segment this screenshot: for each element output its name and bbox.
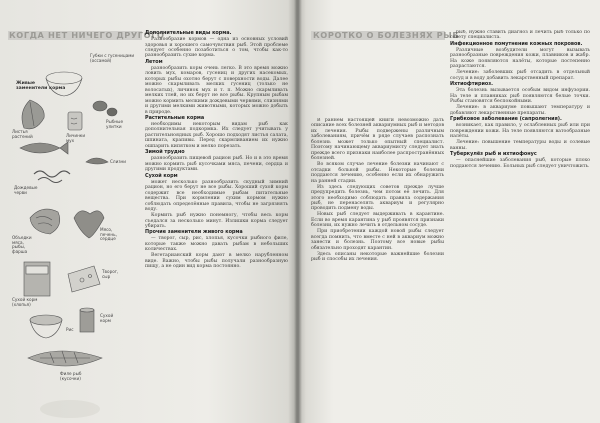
- label-rice: Рис: [66, 327, 74, 332]
- left-col-paragraph: Вегетарианский корм дают в мелко нарубленном виде. Важно, чтобы рыбы получали разнообразную пищу, а не один вид корма постоянно.: [145, 253, 288, 270]
- label-larvae: Личинки мух: [66, 133, 86, 143]
- right-col2-subheading: Грибковое заболевание (сапролегния).: [450, 116, 562, 123]
- right-col1-paragraph: Новых рыб следует выдерживать в карантине. Если во время карантина у рыб проявятся признаки болезни, их нужно лечить в отдельном сосуде.: [311, 212, 444, 229]
- left-page: [0, 0, 297, 423]
- left-col-subheading: Зимой трудно: [145, 149, 185, 156]
- right-col1-paragraph: При приобретении каждой новой рыбы следует всегда помнить, что вместе с ней в аквариум можно занести и болезнь. Поэтому все новые рыбы обязательно проходят карантин.: [311, 229, 444, 251]
- label-worms: Дождевые черви: [14, 185, 38, 195]
- label-fish-snails: Рыбные улитки: [106, 119, 124, 129]
- left-col-paragraph: разнообразить пищевой рацион рыб. Но и в это время можно кормить рыб кусочками мяса, печени, сердца и другими продуктами.: [145, 156, 288, 173]
- label-flakes: Сухой корм (хлопья): [12, 297, 38, 307]
- left-text-column: [145, 30, 288, 402]
- right-text-column-1: [311, 118, 444, 413]
- illustration-drawing: [10, 48, 142, 396]
- label-fillet: Филе рыб (кусочки): [60, 371, 82, 381]
- right-col2-subheading: Туберкулёз рыб и ихтиофонус: [450, 151, 537, 158]
- right-page: [297, 0, 600, 423]
- label-leaf: Листья растений: [12, 129, 33, 139]
- right-col2-paragraph: Эта болезнь вызывается особым видом инфузории. На теле и плавниках рыб появляются белые точки. Рыбы становятся беспокойными.: [450, 88, 590, 105]
- right-col2-paragraph: Лечение: повышение температуры воды и солевые ванны.: [450, 140, 590, 151]
- right-col2-subheading: Инфекционное помутнение кожных покровов.: [450, 40, 583, 47]
- left-page-title: КОГДА НЕТ НИЧЕГО ДРУГОГО: [9, 30, 165, 40]
- right-col1-paragraph: Из здесь следующих советов прежде лучше предупредить болезнь, чем потом её лечить. Для этого необходимо соблюдать правила содержания рыб, не перенаселять аквариум и регулярно проводить подмену воды.: [311, 184, 444, 212]
- right-col2-paragraph: рыб, нужно ставить диагноз и лечить рыб только по совету специалиста.: [450, 30, 590, 41]
- left-col-subheading: Летом: [145, 58, 163, 65]
- label-scraps: Объедки мяса, рыбы, фарша: [12, 235, 32, 254]
- label-liver: Мясо, печень, сердце: [100, 227, 117, 242]
- right-col2-subheading: Ихтиофтириоз.: [450, 81, 493, 88]
- label-live-food: Живые заменители корма: [16, 81, 66, 91]
- label-sponges: Губки с гусеницами (оссамой): [90, 53, 135, 63]
- label-dry-food: Сухой корм: [100, 313, 114, 323]
- right-col1-paragraph: Во всяком случае лечение болезни начинают с отсадки больной рыбы. Некоторые болезни поддаются лечению, особенно если их обнаружить на ранней стадии.: [311, 162, 444, 184]
- left-column-body: [145, 31, 288, 270]
- right-col2-paragraph: Различные возбудители могут вызывать разнообразные повреждения кожи, плавников и жабр. На коже появляются налёты, которые постепенно разрастаются.: [450, 47, 590, 70]
- right-col2-paragraph: — опаснейшие заболевания рыб, которые плохо поддаются лечению. Больных рыб следует уничтожить.: [450, 158, 590, 169]
- left-col-subheading: Сухой корм: [145, 172, 178, 179]
- book-gutter: [294, 0, 302, 423]
- left-col-paragraph: Разнообразие кормов — одна из основных условий здоровья и хорошего самочувствия рыб. Этой проблеме следует особенно позаботиться о том, чтобы как-то разнообразить сухие корма.: [145, 37, 288, 59]
- label-cheese: Творог, сыр: [102, 269, 119, 279]
- right-col1-paragraph: Здесь описаны некоторые важнейшие болезни рыб и способы их лечения.: [311, 251, 444, 263]
- left-col-paragraph: Кормить рыб нужно понемногу, чтобы весь корм съедался за несколько минут. Излишки корма следует убирать.: [145, 213, 288, 229]
- paper-stain: [40, 400, 100, 418]
- right-col2-paragraph: Лечение: в аквариуме повышают температуру и добавляют лекарственные препараты.: [450, 105, 590, 116]
- left-col-subheading: Прочие заменители живого корма: [145, 229, 243, 236]
- right-text-column-2: [450, 30, 590, 413]
- right-page-title: КОРОТКО О БОЛЕЗНЯХ РЫБ: [313, 30, 460, 40]
- left-col-paragraph: необходимы некоторым видам рыб как дополнительная подкормка. Их следует учитывать у растительноядных рыб. Хорошо подходят листья салата, шпината, крапивы. Перед скармливанием их нужно ошпарить кипятком и мелко порезать.: [145, 122, 288, 149]
- left-col-subheading: Растительные корма: [145, 114, 205, 121]
- label-slugs: Слизни: [110, 159, 127, 164]
- live-food-illustration: [10, 48, 142, 396]
- right-col1-paragraph: В раннем настоящей книги невозможно дать описание всех болезней аквариумных рыб и методов их лечения. Рыбы подвержены различным заболеваниям, причём в ряде случаев распознать болезнь может только опытный специалист. Поэтому начинающему аквариумисту следует знать прежде всего признаки наиболее распространённых болезней.: [311, 118, 444, 162]
- right-col2-paragraph: Лечение: заболевших рыб отсадить в отдельный сосуд и в воду добавить лекарственный препарат.: [450, 70, 590, 81]
- left-col-paragraph: разнообразить корм очень легко. В это время можно ловить мух, комаров, гусениц и других насекомых, которых рыбы охотно берут с поверхности воды. Далее можно скармливать мелких гусениц (только не волосатых), личинок мух и т. п. Можно скармливать мелких тлей, но их берут не все рыбы. Крупным рыбам можно кормить мелкими дождевыми червями, слизнями и другими мелкими животными, которых можно добыть в природе.: [145, 65, 288, 115]
- right-column-2-body: [450, 30, 590, 169]
- left-col-paragraph: может несколько разнообразить скудный зимний рацион, но его берут не все рыбы. Хороший сухой корм содержит все необходимые рыбам питательные вещества. При кормлении сухим кормом нужно соблюдать определённые правила, чтобы не загрязнять воду.: [145, 179, 288, 213]
- left-col-subheading: Дополнительные виды корма.: [145, 30, 232, 36]
- right-col2-paragraph: возникает, как правило, у ослабленных рыб или при повреждении кожи. На теле появляются ватообразные налёты.: [450, 123, 590, 140]
- right-column-1-body: [311, 118, 444, 263]
- left-col-paragraph: — творог, сыр, рис, хлопья, кусочки рыбного филе, которые также можно давать рыбам в небольших количествах.: [145, 236, 288, 253]
